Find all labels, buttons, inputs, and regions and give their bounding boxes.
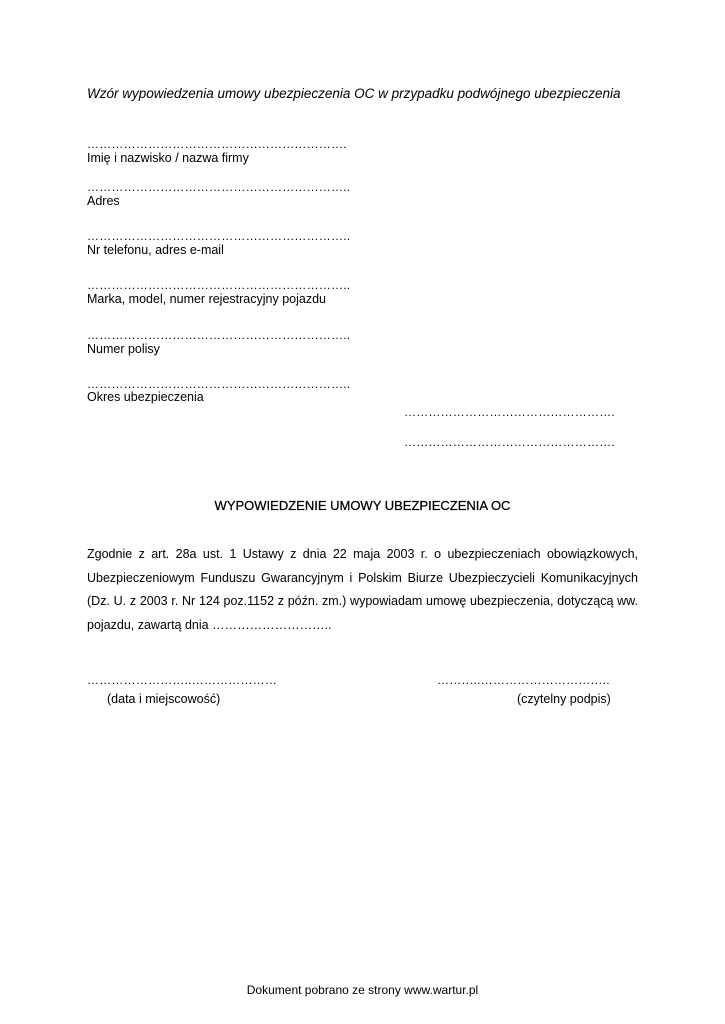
vehicle-label: Marka, model, numer rejestracyjny pojazdu	[87, 292, 326, 306]
document-footer: Dokument pobrano ze strony www.wartur.pl	[246, 983, 479, 997]
recipient-line-1: …………………………………………….	[404, 405, 615, 419]
document-subtitle: Wzór wypowiedzenia umowy ubezpieczenia OC w przypadku podwójnego ubezpieczenia	[87, 86, 621, 101]
address-dots: ………………………………………………………..	[87, 180, 351, 194]
policy-number-label: Numer polisy	[87, 342, 160, 356]
document-heading: WYPOWIEDZENIE UMOWY UBEZPIECZENIA OC	[214, 498, 511, 513]
name-dots: ……………………………………………………….	[87, 137, 347, 151]
name-label: Imię i nazwisko / nazwa firmy	[87, 151, 249, 165]
vehicle-dots: ………………………………………………………..	[87, 278, 351, 292]
insurance-period-dots: ………………………………………………………..	[87, 377, 351, 391]
phone-email-dots: ………………………………………………………..	[87, 229, 351, 243]
policy-number-dots: ………………………………………………………..	[87, 328, 351, 342]
document-body: Zgodnie z art. 28a ust. 1 Ustawy z dnia 22 maja 2003 r. o ubezpieczeniach obowiązkowych, Ubezpieczeniowym Funduszu Gwarancyjnym i Polskim Biurze Ubezpieczycieli Komunikacyjnych (Dz. U. z 2003 r. Nr 124 poz.1152 z późn. zm.) wypowiadam umowę ubezpieczenia, dotyczącą ww. pojazdu, zawartą dnia ………………………..	[87, 547, 638, 632]
insurance-period-label: Okres ubezpieczenia	[87, 390, 204, 404]
date-place-dots: ……………………..…………………	[87, 673, 278, 687]
signature-dots: ………..…………………………..	[437, 673, 610, 687]
recipient-line-2: …………………………………………….	[404, 435, 615, 449]
address-label: Adres	[87, 194, 120, 208]
date-place-label: (data i miejscowość)	[107, 692, 221, 706]
signature-label: (czytelny podpis)	[517, 692, 611, 706]
phone-email-label: Nr telefonu, adres e-mail	[87, 243, 224, 257]
